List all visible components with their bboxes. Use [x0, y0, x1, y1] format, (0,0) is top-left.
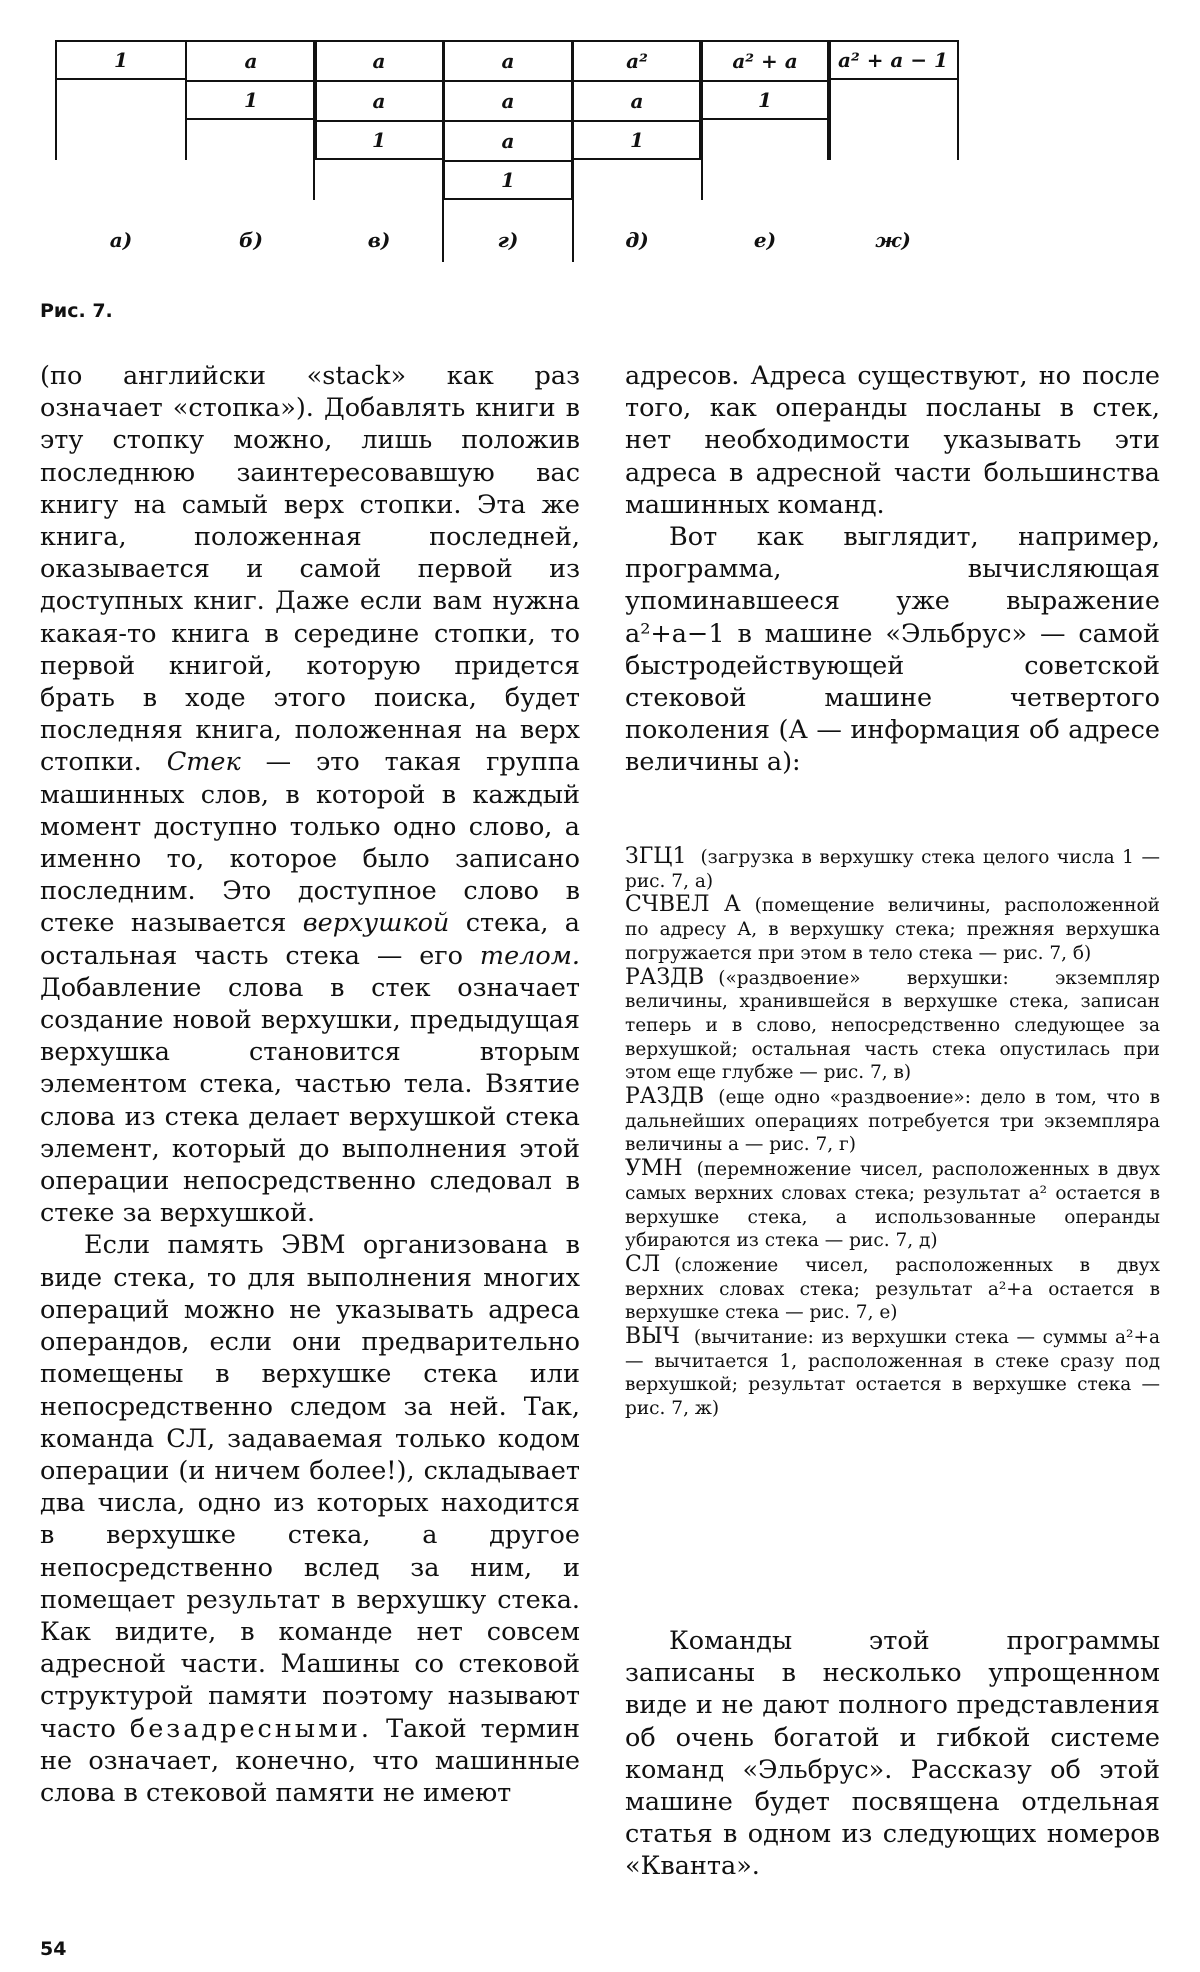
- stack-cell: a: [571, 80, 703, 120]
- command-opcode: ЗГЦ1: [625, 844, 687, 869]
- program-command: [625, 1325, 1160, 1421]
- left-column: [40, 360, 580, 1809]
- paragraph-addressless: [40, 1229, 580, 1809]
- paragraph-addresses: адресов. Адреса существуют, но после того, как операнды посланы в стек, нет необходимости указывать эти адреса в адресной части большинства машинных команд.: [625, 361, 1160, 520]
- text-span: стека, а остальная часть стека — его: [40, 908, 581, 971]
- command-opcode: УМН: [625, 1156, 683, 1182]
- stack-cell: 1: [185, 80, 317, 120]
- right-column: [625, 360, 1160, 779]
- stack-diagram: [185, 40, 317, 120]
- stack-diagram: [313, 40, 445, 160]
- stack-label: а): [109, 228, 133, 252]
- term-addressless: безадресными.: [129, 1713, 373, 1744]
- term-body: телом.: [479, 940, 580, 971]
- command-description: (помещение величины, расположенной по адресу А, в верхушку стека; прежняя верхушка погружается при этом в тело стека — рис. 7, б): [625, 895, 1161, 964]
- stack-cell: a: [442, 80, 574, 120]
- stack-diagram: [442, 40, 574, 200]
- page-number: 54: [40, 1938, 67, 1960]
- command-description: (еще одно «раздвоение»: дело в том, что в дальнейших операциях потребуется три экземпляра величины a — рис. 7, г): [625, 1087, 1160, 1156]
- stack-figure: [55, 40, 1155, 265]
- stack-cell: 1: [313, 120, 445, 160]
- term-stack: Стек: [166, 747, 241, 778]
- paragraph-closing: Команды этой программы записаны в несколько упрощенном виде и не дают полного представления об очень богатой и гибкой системе команд «Эльбрус». Рассказу об этой машине будет посвящена отдельная статья в одном из следующих номеров «Кванта».: [625, 1626, 1160, 1882]
- command-opcode: СЛ: [625, 1251, 661, 1277]
- stack-diagram: [55, 40, 187, 80]
- stack-cell: a: [185, 40, 317, 80]
- stack-label: е): [753, 228, 777, 252]
- figure-caption: Рис. 7.: [40, 300, 113, 322]
- text-span: Добавление слова в стек означает создание новой верхушки, предыдущая верхушка становится вторым элементом стека, частью тела. Взятие слова из стека делает верхушкой стека элемент, который до выполнения этой операции непосредственно следовал в стеке за верхушкой.: [40, 972, 580, 1229]
- stack-cell: a² + a: [699, 40, 831, 80]
- stack-cell: 1: [699, 80, 831, 120]
- stack-diagram: [699, 40, 831, 120]
- program-command: [625, 1253, 1160, 1325]
- text-span: Такой термин не означает, конечно, что машинные слова в стековой памяти не имеют: [40, 1713, 580, 1808]
- command-opcode: РАЗДВ: [625, 964, 705, 990]
- text-span: — это такая группа машинных слов, в которой в каждый момент доступно только одно слово, а именно то, которое было записано последним. Это доступное слово в стеке называется: [40, 747, 580, 939]
- stack-cell: a: [313, 40, 445, 80]
- paragraph-program-intro: Вот как выглядит, например, программа, вычисляющая упоминавшееся уже выражение a²+a−1 в машине «Эльбрус» — самой быстродействующей советской стековой машине четвертого поколения (А — информация об адресе величины a):: [625, 522, 1160, 778]
- stack-cell: 1: [571, 120, 703, 160]
- command-opcode: СЧВЕЛ А: [625, 892, 741, 918]
- program-command: [625, 1157, 1160, 1253]
- stack-cell: a²: [571, 40, 703, 80]
- text-span: Если память ЭВМ организована в виде стека, то для выполнения многих операций можно не указывать адреса операндов, если они предварительно помещены в верхушке стека или непосредственно следом за ней. Так, команда СЛ, задаваемая только кодом операции (и ничем более!), складывает два числа, одно из которых находится в верхушке стека, а другое непосредственно вслед за ним, и помещает результат в верхушку стека. Как видите, в команде нет совсем адресной части. Машины со стековой структурой памяти поэтому называют часто: [40, 1230, 580, 1744]
- program-command: [625, 966, 1160, 1086]
- program-command: [625, 845, 1160, 893]
- stack-cell: a² + a − 1: [827, 40, 959, 80]
- program-command: [625, 893, 1160, 965]
- command-description: (вычитание: из верхушки стека — суммы a²+a — вычитается 1, расположенная в стеке сразу под верхушкой; результат остается в верхушке стека — рис. 7, ж): [625, 1327, 1160, 1420]
- program-command: [625, 1085, 1160, 1157]
- stack-cell: a: [442, 40, 574, 80]
- command-description: (перемножение чисел, расположенных в двух самых верхних словах стека; результат a² остается в верхушке стека, а использованные операнды убираются из стека — рис. 7, д): [625, 1159, 1160, 1252]
- paragraph-stack-definition: [40, 360, 580, 1229]
- stack-cell: a: [442, 120, 574, 160]
- command-description: («раздвоение» верхушки: экземпляр величины, хранившейся в верхушке стека, записан теперь и в слово, непосредственно следующее за верхушкой; остальная часть стека опустилась при этом еще глубже — рис. 7, в): [625, 967, 1160, 1084]
- stack-label: д): [625, 228, 649, 252]
- stack-cell: a: [313, 80, 445, 120]
- command-opcode: ВЫЧ: [625, 1324, 680, 1350]
- text-span: (по английски «stack» как раз означает «стопка»). Добавлять книги в эту стопку можно, лишь положив последнюю заинтересовавшую вас книгу на самый верх стопки. Эта же книга, положенная последней, оказывается и самой первой из доступных книг. Даже если вам нужна какая-то книга в середине стопки, то первой книгой, которую придется брать в ходе этого поиска, будет последняя книга, положенная на верх стопки.: [40, 361, 580, 778]
- command-description: (сложение чисел, расположенных в двух верхних словах стека; результат a²+a остается в верхушке стека — рис. 7, е): [625, 1254, 1160, 1324]
- closing-section: [625, 1625, 1160, 1883]
- stack-label: в): [367, 228, 391, 252]
- stack-diagram: [827, 40, 959, 80]
- stack-cell: 1: [55, 40, 187, 80]
- term-top: верхушкой: [302, 908, 450, 939]
- stack-label: б): [239, 228, 263, 252]
- command-opcode: РАЗДВ: [625, 1084, 705, 1110]
- stack-diagram: [571, 40, 703, 160]
- stack-cell: 1: [442, 160, 574, 200]
- stack-label: г): [497, 228, 519, 252]
- program-listing: [625, 845, 1160, 1421]
- command-description: (загрузка в верхушку стека целого числа 1 — рис. 7, а): [625, 847, 1160, 892]
- stack-label: ж): [875, 228, 911, 252]
